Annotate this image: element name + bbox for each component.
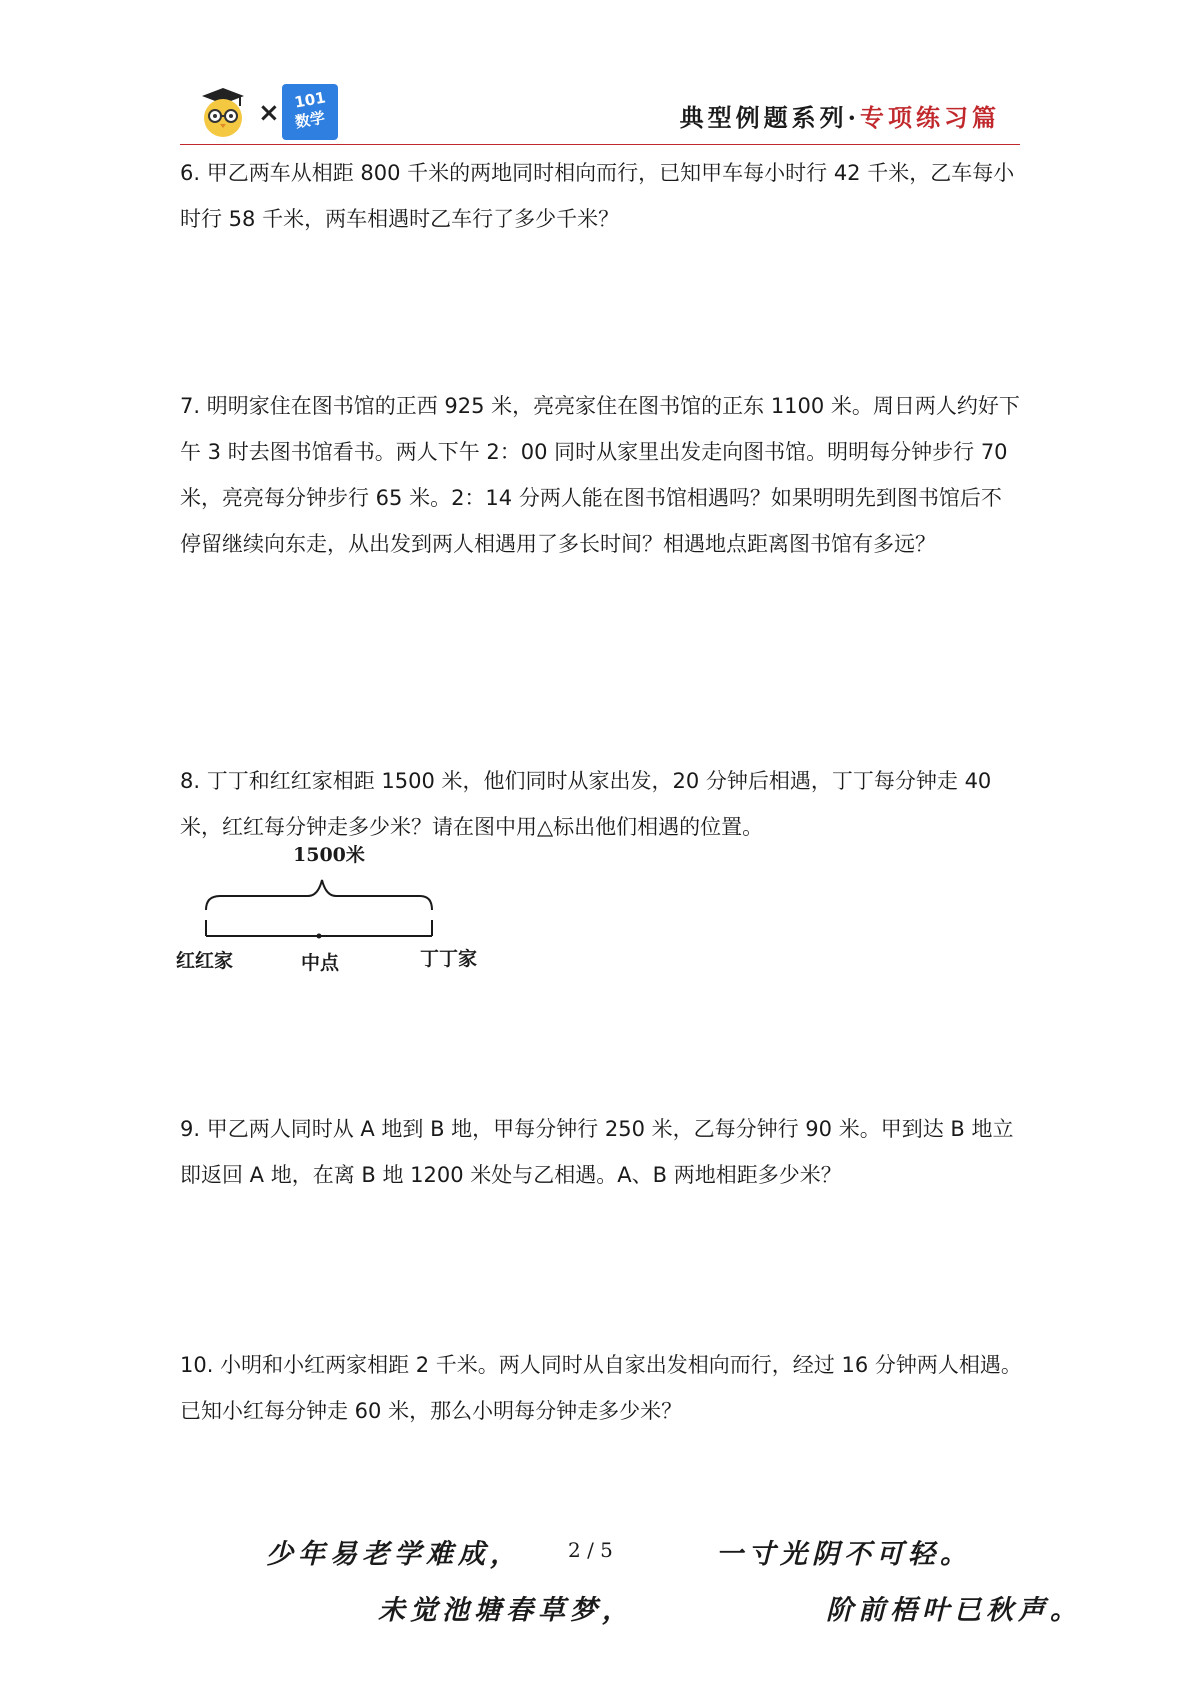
header-title <box>680 98 1000 133</box>
question-9: 9. 甲乙两人同时从 A 地到 B 地，甲每分钟行 250 米，乙每分钟行 90 米。甲到达 B 地立即返回 A 地，在离 B 地 1200 米处与乙相遇。A、B 两地相距多少米？ <box>180 1117 1014 1187</box>
math101-logo <box>282 84 338 140</box>
logo-separator: × <box>258 98 280 128</box>
page-number: 2 / 5 <box>568 1538 613 1562</box>
page-footer <box>0 1530 1190 1650</box>
question-10: 10. 小明和小红两家相距 2 千米。两人同时从自家出发相向而行，经过 16 分钟两人相遇。已知小红每分钟走 60 米，那么小明每分钟走多少米？ <box>180 1353 1022 1423</box>
midpoint-label: 中点 <box>301 952 340 974</box>
distance-diagram-lines <box>180 862 540 998</box>
poem-line2-left: 未觉池塘春草梦， <box>378 1595 634 1626</box>
question-6: 6. 甲乙两车从相距 800 千米的两地同时相向而行，已知甲车每小时行 42 千米，乙车每小时行 58 千米，两车相遇时乙车行了多少千米？ <box>180 161 1015 231</box>
poem-line1-left: 少年易老学难成， <box>266 1539 522 1570</box>
owl-logo-icon <box>200 86 246 138</box>
poem-line1-right: 一寸光阴不可轻。 <box>716 1539 972 1570</box>
distance-label: 1500米 <box>293 844 365 866</box>
poem-line2-right: 阶前梧叶已秋声。 <box>826 1595 1082 1626</box>
logo-text-bottom: 数学 <box>293 108 327 132</box>
logo-text-top: 101 <box>293 88 327 112</box>
question-7: 7. 明明家住在图书馆的正西 925 米，亮亮家住在图书馆的正东 1100 米。周日两人约好下午 3 时去图书馆看书。两人下午 2：00 同时从家里出发走向图书馆。明明每分钟步行 70 米，亮亮每分钟步行 65 米。2：14 分两人能在图书馆相遇吗？如果明明先到图书馆后不停留继续向东走，从出发到两人相遇用了多长时间？相遇地点距离图书馆有多远？ <box>180 394 1020 556</box>
distance-diagram <box>176 844 540 998</box>
right-home-label: 丁丁家 <box>420 948 478 970</box>
header-title-practice: 专项练习篇 <box>860 103 1000 132</box>
left-home-label: 红红家 <box>176 950 234 972</box>
page-header <box>180 80 1020 146</box>
question-8: 8. 丁丁和红红家相距 1500 米，他们同时从家出发，20 分钟后相遇，丁丁每分钟走 40 米，红红每分钟走多少米？请在图中用△标出他们相遇的位置。 <box>180 769 992 839</box>
header-title-dot: · <box>847 103 860 132</box>
header-divider <box>180 144 1020 145</box>
header-title-series: 典型例题系列 <box>679 103 848 132</box>
